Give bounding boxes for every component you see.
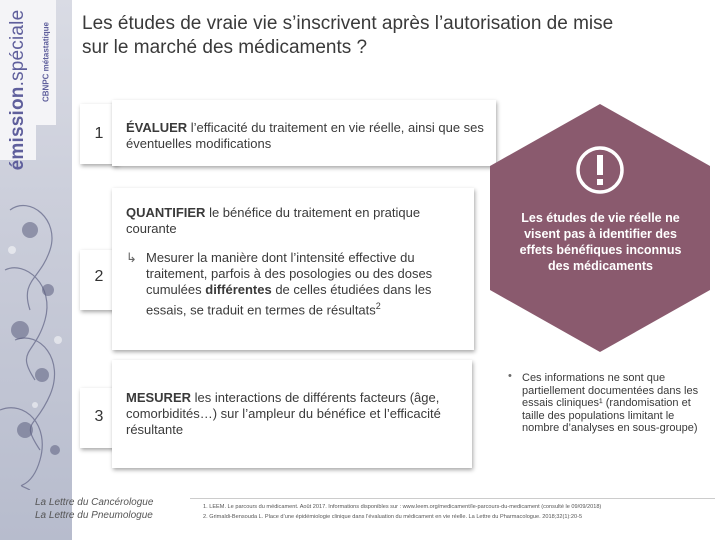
journal-list: [35, 496, 153, 522]
brand-bold: émission: [7, 86, 28, 171]
sidebar: [0, 0, 72, 540]
reference-1: 1. LEEM. Le parcours du médicament. Août 2017. Informations disponibles sur : www.leem.org/medicament/le-parcours-du-medicament (consulté le 09/09/2018): [203, 504, 602, 510]
step-1-keyword: ÉVALUER: [126, 120, 188, 135]
cells-illustration: [0, 190, 72, 490]
note-bullet: •: [508, 370, 512, 382]
step-1-body: l’efficacité du traitement en vie réelle, ainsi que ses éventuelles modifications: [126, 120, 484, 151]
references: [203, 502, 713, 522]
arrow-right-icon: ↳: [126, 250, 137, 265]
sidebar-subtitle: CBNPC métastatique: [41, 21, 51, 103]
step-3-keyword: MESURER: [126, 390, 192, 405]
journal-pneumologue: La Lettre du Pneumologue: [35, 510, 153, 521]
reference-2: 2. Grimaldi-Bensouda L. Place d’une épidémiologie clinique dans l’évaluation du médicament en vie réelle. La Lettre du Pharmacologue. 2018;32(1):20-5: [203, 514, 583, 520]
note-text: Ces informations ne sont que partiellement documentées dans les essais cliniques¹ (randomisation et taille des populations limitant le nombre d’analyses en sous-groupe): [522, 372, 699, 434]
callout-hexagon: [488, 100, 713, 355]
brand-logo: [7, 10, 29, 171]
step-2-sup: 2: [375, 301, 381, 311]
page-title: Les études de vraie vie s’inscrivent après l’autorisation de mise sur le marché des médicaments ?: [82, 13, 614, 58]
step-2-sub-bold: différentes: [205, 282, 272, 297]
step-1-number: 1: [94, 125, 104, 142]
step-3-body: les interactions de différents facteurs (âge, comorbidités…) sur l’ampleur du bénéfice et l’efficacité résultante: [126, 390, 441, 437]
step-2-sub-a: Mesurer la manière dont l’intensité effective du traitement, parfois à des posologies ou des doses cumulées: [146, 250, 433, 297]
step-2-text: [126, 205, 456, 237]
journal-cancerologue: La Lettre du Cancérologue: [35, 497, 154, 508]
footer-divider: [190, 498, 715, 499]
step-2-sub-b: de celles étudiées dans les essais, se traduit en termes de résultats: [146, 282, 432, 318]
step-2-body: le bénéfice du traitement en pratique courante: [126, 205, 421, 236]
step-3-text: [126, 390, 456, 438]
step-2-number: 2: [94, 268, 104, 285]
brand-light: .spéciale: [7, 9, 28, 87]
step-2-keyword: QUANTIFIER: [126, 205, 206, 220]
step-1-text: [126, 120, 486, 152]
step-3-number: 3: [94, 408, 104, 425]
step-2-subpoint: [126, 250, 446, 318]
callout-text: Les études de vie réelle ne visent pas à identifier des effets bénéfiques inconnus des médicaments: [519, 211, 682, 273]
